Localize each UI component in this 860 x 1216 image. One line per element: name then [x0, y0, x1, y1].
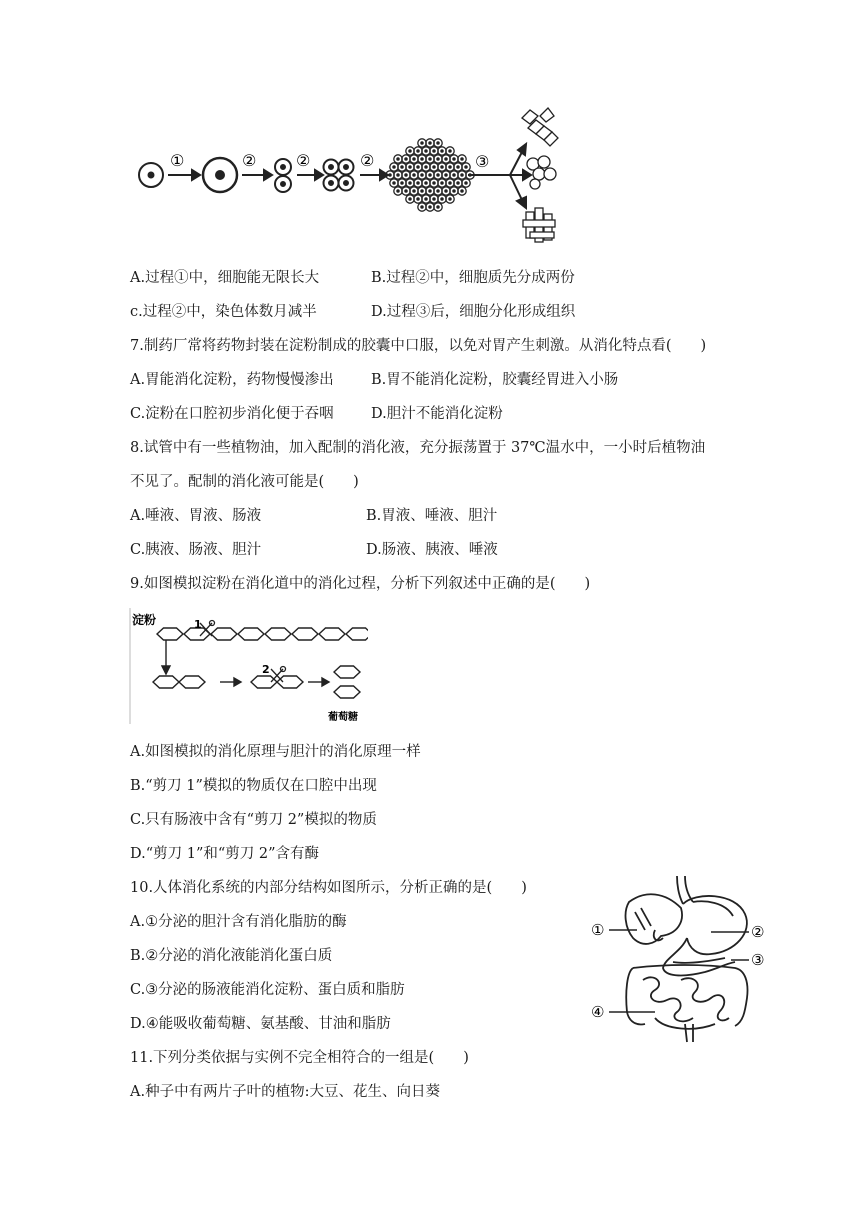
cluster-nucleus	[409, 150, 411, 152]
cluster-nucleus	[465, 182, 467, 184]
cluster-nucleus	[437, 158, 439, 160]
starch-unit	[153, 676, 179, 688]
cluster-nucleus	[393, 166, 395, 168]
starch-unit	[265, 628, 291, 640]
cluster-nucleus	[413, 174, 415, 176]
cluster-nucleus	[449, 198, 451, 200]
starch-unit	[238, 628, 264, 640]
cluster-nucleus	[409, 198, 411, 200]
starch-unit	[211, 628, 237, 640]
cluster-nucleus	[461, 174, 463, 176]
q7-option-c: C.淀粉在口腔初步消化便于吞咽	[130, 406, 334, 422]
cluster-nucleus	[389, 174, 391, 176]
q10-option-b: B.②分泌的消化液能消化蛋白质	[130, 948, 333, 964]
cluster-nucleus	[417, 198, 419, 200]
cluster-nucleus	[425, 198, 427, 200]
cluster-nucleus	[437, 142, 439, 144]
cluster-nucleus	[413, 158, 415, 160]
starch-unit	[179, 676, 205, 688]
cluster-nucleus	[453, 190, 455, 192]
q7-option-b: B.胃不能消化淀粉，胶囊经胃进入小肠	[371, 372, 619, 388]
cluster-nucleus	[417, 150, 419, 152]
q8-option-a: A.唾液、胃液、肠液	[130, 508, 262, 524]
cluster-nucleus	[433, 182, 435, 184]
q9-option-b: B.“剪刀 1”模拟的物质仅在口腔中出现	[130, 778, 377, 794]
q10-option-c: C.③分泌的肠液能消化淀粉、蛋白质和脂肪	[130, 982, 405, 998]
cluster-nucleus	[437, 174, 439, 176]
step-2-label: ②	[296, 151, 311, 170]
cluster-nucleus	[397, 190, 399, 192]
starch-unit	[292, 628, 318, 640]
cluster-nucleus	[445, 174, 447, 176]
q8-option-d: D.肠液、胰液、唾液	[366, 542, 498, 558]
label-pancreas: ③	[751, 951, 765, 969]
q8-stem-line2: 不见了。配制的消化液可能是( )	[130, 474, 359, 490]
cluster-nucleus	[445, 158, 447, 160]
cluster-nucleus	[453, 174, 455, 176]
cluster-nucleus	[441, 182, 443, 184]
q9-stem: 9.如图模拟淀粉在消化道中的消化过程，分析下列叙述中正确的是( )	[130, 576, 591, 592]
q10-option-d: D.④能吸收葡萄糖、氨基酸、甘油和脂肪	[130, 1016, 391, 1032]
cluster-nucleus	[449, 150, 451, 152]
q6-option-d: D.过程③后，细胞分化形成组织	[371, 304, 576, 320]
cluster-nucleus	[401, 182, 403, 184]
cluster-nucleus	[433, 166, 435, 168]
cluster-nucleus	[413, 190, 415, 192]
glucose-unit	[334, 686, 360, 698]
q6-option-c: c.过程②中，染色体数月减半	[130, 304, 317, 320]
cluster-nucleus	[421, 174, 423, 176]
starch-digestion-diagram	[128, 606, 368, 724]
starch-unit	[319, 628, 345, 640]
maltose-unit	[277, 676, 303, 688]
step-2-label: ②	[360, 151, 375, 170]
cluster-nucleus	[421, 190, 423, 192]
cluster-nucleus	[429, 158, 431, 160]
q6-option-b: B.过程②中，细胞质先分成两份	[371, 270, 575, 286]
glucose-unit	[334, 666, 360, 678]
label-liver: ①	[591, 921, 605, 939]
q10-option-a: A.①分泌的胆汁含有消化脂肪的酶	[130, 914, 347, 930]
starch-unit	[157, 628, 183, 640]
cell-division-diagram	[130, 104, 560, 254]
step-1-label: ①	[170, 151, 185, 170]
cluster-nucleus	[429, 190, 431, 192]
cluster-nucleus	[397, 174, 399, 176]
cluster-nucleus	[405, 158, 407, 160]
cluster-nucleus	[457, 182, 459, 184]
q10-stem: 10.人体消化系统的内部分结构如图所示，分析正确的是( )	[130, 880, 527, 896]
cluster-nucleus	[429, 142, 431, 144]
cluster-nucleus	[453, 158, 455, 160]
cluster-nucleus	[425, 166, 427, 168]
q7-option-d: D.胆汁不能消化淀粉	[371, 406, 503, 422]
cluster-nucleus	[409, 182, 411, 184]
cluster-nucleus	[441, 166, 443, 168]
cluster-nucleus	[445, 190, 447, 192]
cluster-nucleus	[437, 206, 439, 208]
cluster-nucleus	[393, 182, 395, 184]
q11-stem: 11.下列分类依据与实例不完全相符合的一组是( )	[130, 1050, 469, 1066]
q7-stem: 7.制药厂常将药物封装在淀粉制成的胶囊中口服，以免对胃产生刺激。从消化特点看( )	[130, 338, 707, 354]
glucose-label: 葡萄糖	[328, 712, 358, 723]
step-3-label: ③	[475, 152, 490, 171]
cluster-nucleus	[437, 190, 439, 192]
cluster-nucleus	[449, 182, 451, 184]
cluster-nucleus	[449, 166, 451, 168]
scissor-1-label: 1	[194, 618, 202, 631]
cluster-nucleus	[405, 174, 407, 176]
cluster-nucleus	[397, 158, 399, 160]
starch-label: 淀粉	[132, 613, 157, 627]
label-small-intestine: ④	[591, 1003, 605, 1021]
q8-stem-line1: 8.试管中有一些植物油，加入配制的消化液，充分振荡置于 37℃温水中，一小时后植物油	[130, 440, 706, 456]
cluster-nucleus	[461, 190, 463, 192]
cluster-nucleus	[433, 198, 435, 200]
cluster-nucleus	[405, 190, 407, 192]
cluster-nucleus	[433, 150, 435, 152]
cluster-nucleus	[429, 174, 431, 176]
q8-option-b: B.胃液、唾液、胆汁	[366, 508, 498, 524]
q9-option-c: C.只有肠液中含有“剪刀 2”模拟的物质	[130, 812, 377, 828]
cluster-nucleus	[421, 206, 423, 208]
cluster-nucleus	[421, 158, 423, 160]
cluster-nucleus	[429, 206, 431, 208]
scissor-2-label: 2	[262, 663, 270, 676]
q9-option-a: A.如图模拟的消化原理与胆汁的消化原理一样	[130, 744, 421, 760]
label-stomach: ②	[751, 923, 765, 941]
maltose-unit	[251, 676, 277, 688]
q6-option-a: A.过程①中，细胞能无限长大	[130, 270, 320, 286]
cluster-nucleus	[417, 182, 419, 184]
cluster-nucleus	[417, 166, 419, 168]
cluster-nucleus	[461, 158, 463, 160]
q11-option-a: A.种子中有两片子叶的植物:大豆、花生、向日葵	[130, 1084, 440, 1100]
cluster-nucleus	[421, 142, 423, 144]
q8-option-c: C.胰液、肠液、胆汁	[130, 542, 262, 558]
cluster-nucleus	[425, 150, 427, 152]
cluster-nucleus	[465, 166, 467, 168]
cluster-nucleus	[409, 166, 411, 168]
step-2-label: ②	[242, 151, 257, 170]
q9-option-d: D.“剪刀 1”和“剪刀 2”含有酶	[130, 846, 320, 862]
q7-option-a: A.胃能消化淀粉，药物慢慢渗出	[130, 372, 334, 388]
cluster-nucleus	[425, 182, 427, 184]
cluster-nucleus	[441, 198, 443, 200]
cluster-nucleus	[441, 150, 443, 152]
cluster-nucleus	[457, 166, 459, 168]
starch-unit	[346, 628, 368, 640]
digestive-system-diagram	[585, 872, 777, 1048]
cluster-nucleus	[401, 166, 403, 168]
